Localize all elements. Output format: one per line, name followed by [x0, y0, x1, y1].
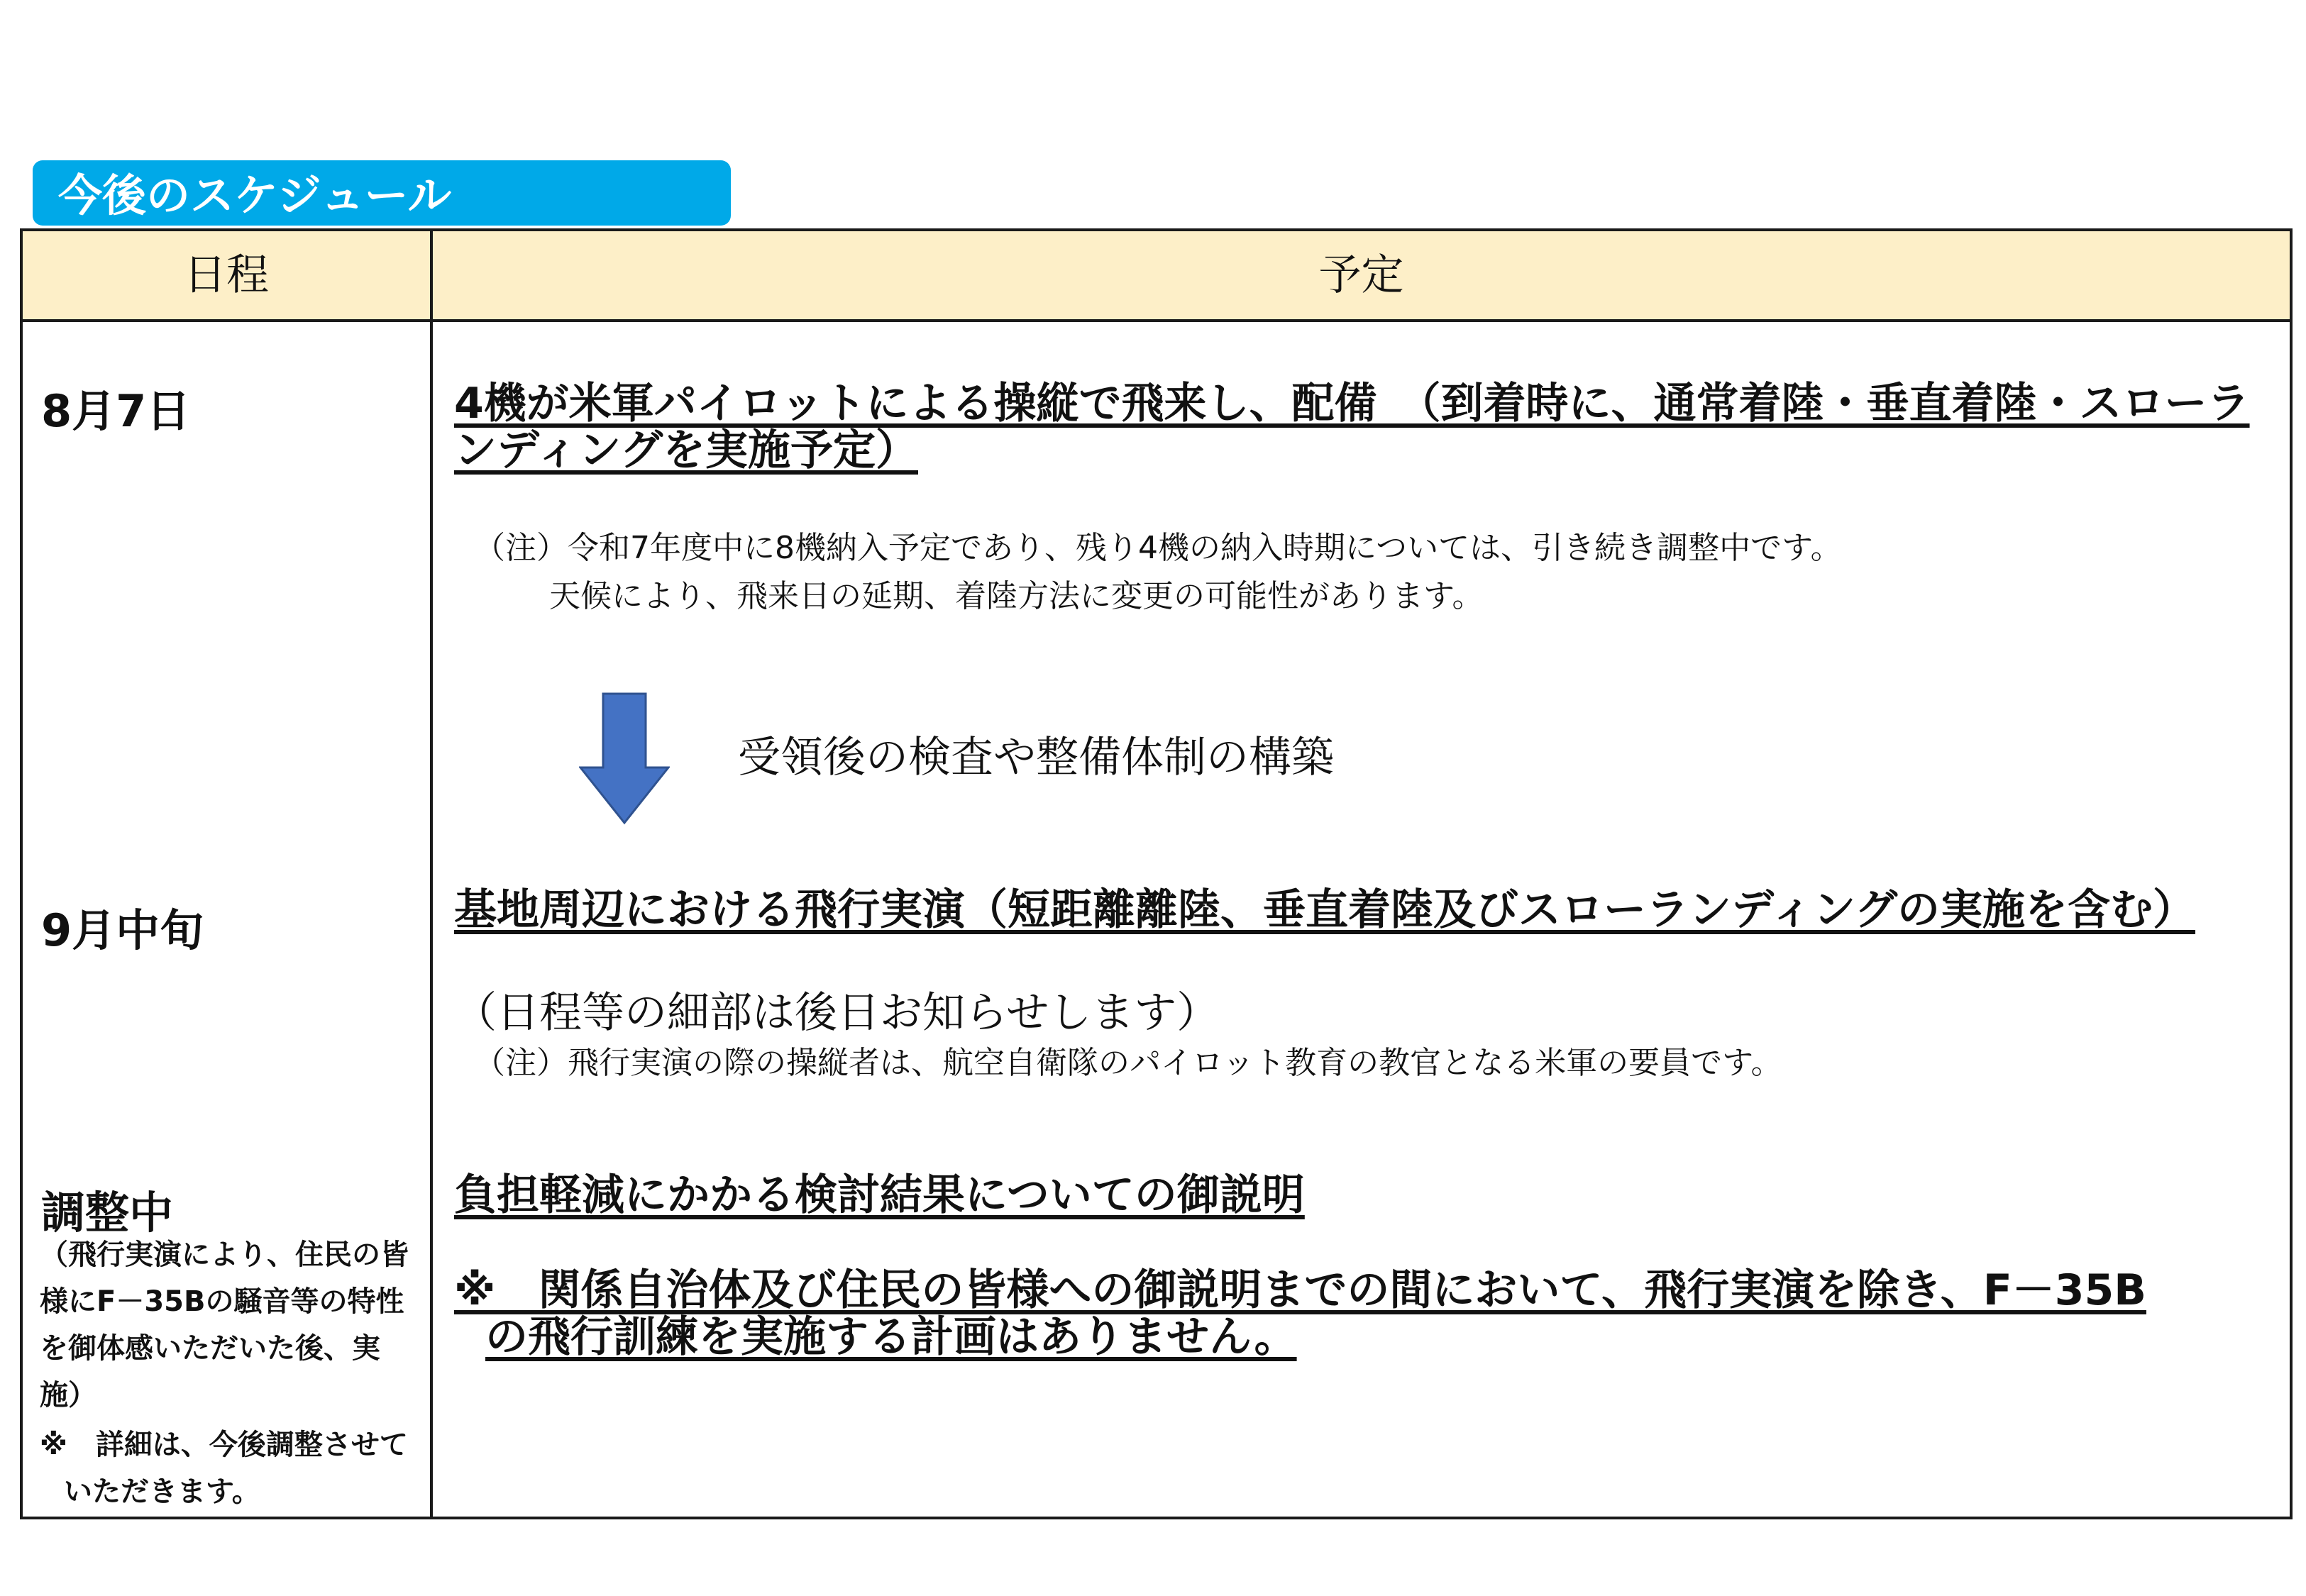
row-date: 8月7日 — [41, 385, 191, 437]
row-remark: ※ 関係自治体及び住民の皆様への御説明までの間において、飛行実演を除き、F－35Bの飛行訓練を実施する計画はありません。 — [454, 1265, 2146, 1362]
row-note: （注）飛行実演の際の操縦者は、航空自衛隊のパイロット教育の教官となる米軍の要員です。 — [474, 1045, 1782, 1081]
row-subtitle: （日程等の細部は後日お知らせします） — [454, 988, 1220, 1038]
header-plan: 予定 — [1318, 250, 1404, 300]
row-title: 基地周辺における飛行実演（短距離離陸、垂直着陸及びスローランディングの実施を含む） — [454, 885, 2195, 935]
row-note: 天候により、飛来日の延期、着陸方法に変更の可能性があります。 — [549, 578, 1484, 614]
row-note: （注）令和7年度中に8機納入予定であり、残り4機の納入時期については、引き続き調整中です。 — [474, 530, 1842, 566]
header-date: 日程 — [184, 250, 269, 300]
section-tag: 今後のスケジュール — [33, 160, 731, 226]
arrow-caption: 受領後の検査や整備体制の構築 — [738, 733, 1334, 782]
row-title: 負担軽減にかかる検討結果についての御説明 — [454, 1170, 1305, 1220]
row-title: 4機が米軍パイロットによる操縦で飛来し、配備 （到着時に、通常着陸・垂直着陸・スローランディングを実施予定） — [454, 379, 2250, 475]
row-date: 調整中 — [41, 1187, 174, 1238]
column-divider — [430, 231, 433, 1517]
down-arrow-icon — [579, 692, 670, 826]
row-date-detail: （飛行実演により、住民の皆様にF－35Bの騒音等の特性を御体感いただいた後、実施） — [40, 1238, 409, 1412]
row-date-note: ※ 詳細は、今後調整させていただきます。 — [40, 1429, 408, 1508]
row-date: 9月中旬 — [41, 904, 204, 956]
